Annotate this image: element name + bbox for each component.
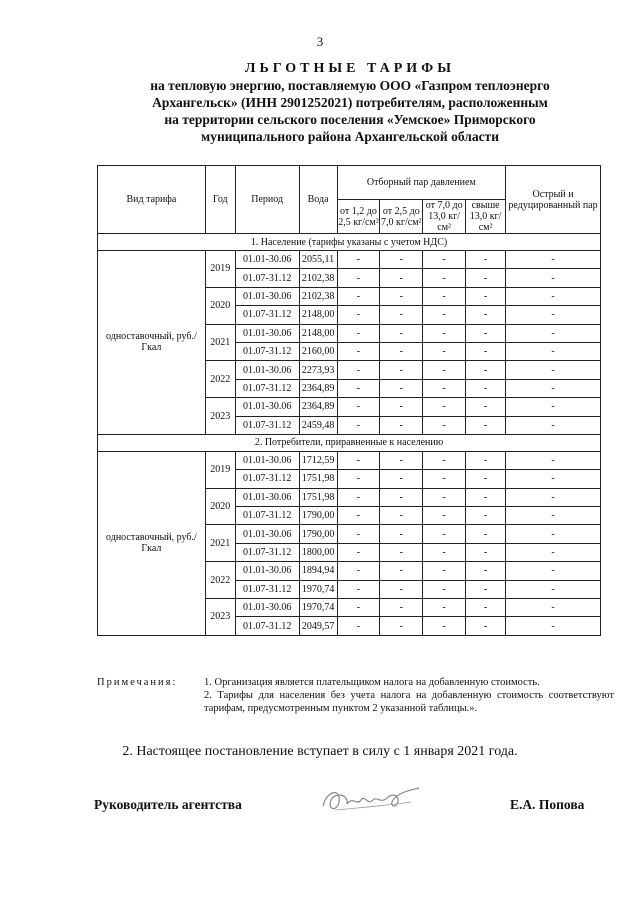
tariff-type: одноставочный, руб./Гкал [98,251,206,435]
steam-tariff-cell: - [423,324,466,342]
steam-tariff-cell: - [506,269,601,287]
steam-tariff-cell: - [337,470,380,488]
steam-tariff-cell: - [506,361,601,379]
steam-tariff-cell: - [506,416,601,434]
document-title [100,60,600,145]
steam-tariff-cell: - [337,543,380,561]
year-cell: 2022 [205,361,235,398]
water-tariff-cell: 2364,89 [299,398,337,416]
header-p3: от 7,0 до 13,0 кг/см² [423,200,466,234]
water-tariff-cell: 2148,00 [299,324,337,342]
steam-tariff-cell: - [337,306,380,324]
water-tariff-cell: 2102,38 [299,269,337,287]
period-cell: 01.07-31.12 [235,543,299,561]
steam-tariff-cell: - [506,287,601,305]
steam-tariff-cell: - [506,306,601,324]
steam-tariff-cell: - [380,580,423,598]
steam-tariff-cell: - [380,287,423,305]
header-voda: Вода [299,166,337,234]
water-tariff-cell: 1790,00 [299,507,337,525]
steam-tariff-cell: - [380,324,423,342]
water-tariff-cell: 2055,11 [299,251,337,269]
steam-tariff-cell: - [380,451,423,469]
water-tariff-cell: 1790,00 [299,525,337,543]
steam-tariff-cell: - [506,379,601,397]
steam-tariff-cell: - [337,416,380,434]
steam-tariff-cell: - [337,251,380,269]
steam-tariff-cell: - [466,342,506,360]
water-tariff-cell: 1751,98 [299,470,337,488]
steam-tariff-cell: - [380,379,423,397]
period-cell: 01.01-30.06 [235,488,299,506]
period-cell: 01.01-30.06 [235,287,299,305]
steam-tariff-cell: - [423,379,466,397]
steam-tariff-cell: - [506,599,601,617]
water-tariff-cell: 2049,57 [299,617,337,635]
steam-tariff-cell: - [380,306,423,324]
steam-tariff-cell: - [466,525,506,543]
steam-tariff-cell: - [380,562,423,580]
title-line-5: муниципального района Архангельской области [201,129,499,144]
steam-tariff-cell: - [380,488,423,506]
period-cell: 01.01-30.06 [235,525,299,543]
year-cell: 2020 [205,287,235,324]
steam-tariff-cell: - [423,451,466,469]
steam-tariff-cell: - [337,398,380,416]
water-tariff-cell: 1800,00 [299,543,337,561]
handwritten-signature [315,780,425,820]
steam-tariff-cell: - [423,507,466,525]
period-cell: 01.07-31.12 [235,342,299,360]
steam-tariff-cell: - [423,599,466,617]
steam-tariff-cell: - [380,599,423,617]
steam-tariff-cell: - [337,525,380,543]
steam-tariff-cell: - [506,451,601,469]
decree-text: 2. Настоящее постановление вступает в силу с 1 января 2021 года. [122,744,518,759]
steam-tariff-cell: - [337,562,380,580]
period-cell: 01.07-31.12 [235,269,299,287]
signatory-name: Е.А. Попова [510,797,585,812]
steam-tariff-cell: - [337,269,380,287]
steam-tariff-cell: - [466,398,506,416]
steam-tariff-cell: - [423,488,466,506]
steam-tariff-cell: - [466,562,506,580]
steam-tariff-cell: - [466,543,506,561]
water-tariff-cell: 2273,93 [299,361,337,379]
steam-tariff-cell: - [337,599,380,617]
steam-tariff-cell: - [423,580,466,598]
steam-tariff-cell: - [423,525,466,543]
notes-label: Примечания: [97,677,178,688]
steam-tariff-cell: - [423,617,466,635]
title-line-1: ЛЬГОТНЫЕ ТАРИФЫ [245,61,455,76]
signatory-position: Руководитель агентства [94,797,242,812]
period-cell: 01.01-30.06 [235,562,299,580]
steam-tariff-cell: - [337,507,380,525]
steam-tariff-cell: - [380,398,423,416]
period-cell: 01.07-31.12 [235,379,299,397]
steam-tariff-cell: - [380,361,423,379]
page-number: 3 [316,34,324,49]
steam-tariff-cell: - [506,525,601,543]
note-2: 2. Тарифы для населения без учета налога на добавленную стоимость соответствуют тарифам, предусмотренным пунктом 2 указанной таблицы.». [204,690,614,714]
steam-tariff-cell: - [423,543,466,561]
steam-tariff-cell: - [506,342,601,360]
year-cell: 2021 [205,525,235,562]
steam-tariff-cell: - [423,269,466,287]
period-cell: 01.07-31.12 [235,470,299,488]
steam-tariff-cell: - [423,251,466,269]
steam-tariff-cell: - [380,269,423,287]
water-tariff-cell: 2459,48 [299,416,337,434]
steam-tariff-cell: - [466,580,506,598]
steam-tariff-cell: - [506,398,601,416]
steam-tariff-cell: - [423,398,466,416]
year-cell: 2021 [205,324,235,361]
steam-tariff-cell: - [466,599,506,617]
water-tariff-cell: 1751,98 [299,488,337,506]
section-header: 2. Потребители, приравненные к населению [98,434,601,451]
period-cell: 01.01-30.06 [235,599,299,617]
steam-tariff-cell: - [466,451,506,469]
year-cell: 2022 [205,562,235,599]
steam-tariff-cell: - [506,324,601,342]
steam-tariff-cell: - [337,580,380,598]
steam-tariff-cell: - [337,324,380,342]
water-tariff-cell: 2148,00 [299,306,337,324]
steam-tariff-cell: - [423,416,466,434]
steam-tariff-cell: - [466,361,506,379]
steam-tariff-cell: - [423,562,466,580]
steam-tariff-cell: - [337,342,380,360]
period-cell: 01.07-31.12 [235,617,299,635]
steam-tariff-cell: - [466,306,506,324]
steam-tariff-cell: - [506,617,601,635]
steam-tariff-cell: - [380,507,423,525]
header-period: Период [235,166,299,234]
period-cell: 01.01-30.06 [235,398,299,416]
steam-tariff-cell: - [466,507,506,525]
steam-tariff-cell: - [506,543,601,561]
header-vid: Вид тарифа [98,166,206,234]
steam-tariff-cell: - [506,580,601,598]
steam-tariff-cell: - [423,306,466,324]
water-tariff-cell: 2364,89 [299,379,337,397]
steam-tariff-cell: - [380,470,423,488]
steam-tariff-cell: - [466,379,506,397]
steam-tariff-cell: - [506,488,601,506]
note-1: 1. Организация является плательщиком налога на добавленную стоимость. [204,677,540,688]
title-line-4: на территории сельского поселения «Уемское» Приморского [164,112,536,127]
steam-tariff-cell: - [337,617,380,635]
header-god: Год [205,166,235,234]
steam-tariff-cell: - [423,342,466,360]
title-line-2: на тепловую энергию, поставляемую ООО «Газпром теплоэнерго [150,78,550,93]
steam-tariff-cell: - [466,617,506,635]
period-cell: 01.07-31.12 [235,306,299,324]
header-p4: свыше 13,0 кг/см² [466,200,506,234]
water-tariff-cell: 1712,59 [299,451,337,469]
tariff-table [97,165,601,636]
steam-tariff-cell: - [466,287,506,305]
year-cell: 2020 [205,488,235,525]
steam-tariff-cell: - [337,488,380,506]
steam-tariff-cell: - [423,361,466,379]
steam-tariff-cell: - [506,470,601,488]
steam-tariff-cell: - [423,470,466,488]
steam-tariff-cell: - [466,470,506,488]
year-cell: 2023 [205,599,235,636]
period-cell: 01.07-31.12 [235,580,299,598]
water-tariff-cell: 1894,94 [299,562,337,580]
table-row [98,251,601,269]
water-tariff-cell: 2160,00 [299,342,337,360]
header-p1: от 1,2 до 2,5 кг/см² [337,200,380,234]
period-cell: 01.01-30.06 [235,251,299,269]
year-cell: 2019 [205,451,235,488]
steam-tariff-cell: - [506,562,601,580]
steam-tariff-cell: - [337,361,380,379]
steam-tariff-cell: - [380,416,423,434]
header-ostry: Острый и редуцированный пар [506,166,601,234]
period-cell: 01.01-30.06 [235,451,299,469]
section-header: 1. Население (тарифы указаны с учетом НДС) [98,234,601,251]
year-cell: 2023 [205,398,235,435]
period-cell: 01.01-30.06 [235,324,299,342]
steam-tariff-cell: - [466,324,506,342]
steam-tariff-cell: - [506,251,601,269]
tariff-type: одноставочный, руб./Гкал [98,451,206,635]
steam-tariff-cell: - [380,525,423,543]
table-row [98,451,601,469]
steam-tariff-cell: - [380,342,423,360]
title-line-3: Архангельск» (ИНН 2901252021) потребителям, расположенным [152,95,548,110]
year-cell: 2019 [205,251,235,288]
period-cell: 01.07-31.12 [235,507,299,525]
steam-tariff-cell: - [506,507,601,525]
water-tariff-cell: 1970,74 [299,580,337,598]
steam-tariff-cell: - [337,379,380,397]
steam-tariff-cell: - [380,617,423,635]
steam-tariff-cell: - [337,451,380,469]
period-cell: 01.07-31.12 [235,416,299,434]
water-tariff-cell: 1970,74 [299,599,337,617]
steam-tariff-cell: - [466,251,506,269]
header-p2: от 2,5 до 7,0 кг/см² [380,200,423,234]
steam-tariff-cell: - [423,287,466,305]
steam-tariff-cell: - [466,488,506,506]
steam-tariff-cell: - [380,251,423,269]
steam-tariff-cell: - [466,269,506,287]
steam-tariff-cell: - [380,543,423,561]
period-cell: 01.01-30.06 [235,361,299,379]
header-otbor: Отборный пар давлением [337,166,506,200]
water-tariff-cell: 2102,38 [299,287,337,305]
steam-tariff-cell: - [337,287,380,305]
steam-tariff-cell: - [466,416,506,434]
